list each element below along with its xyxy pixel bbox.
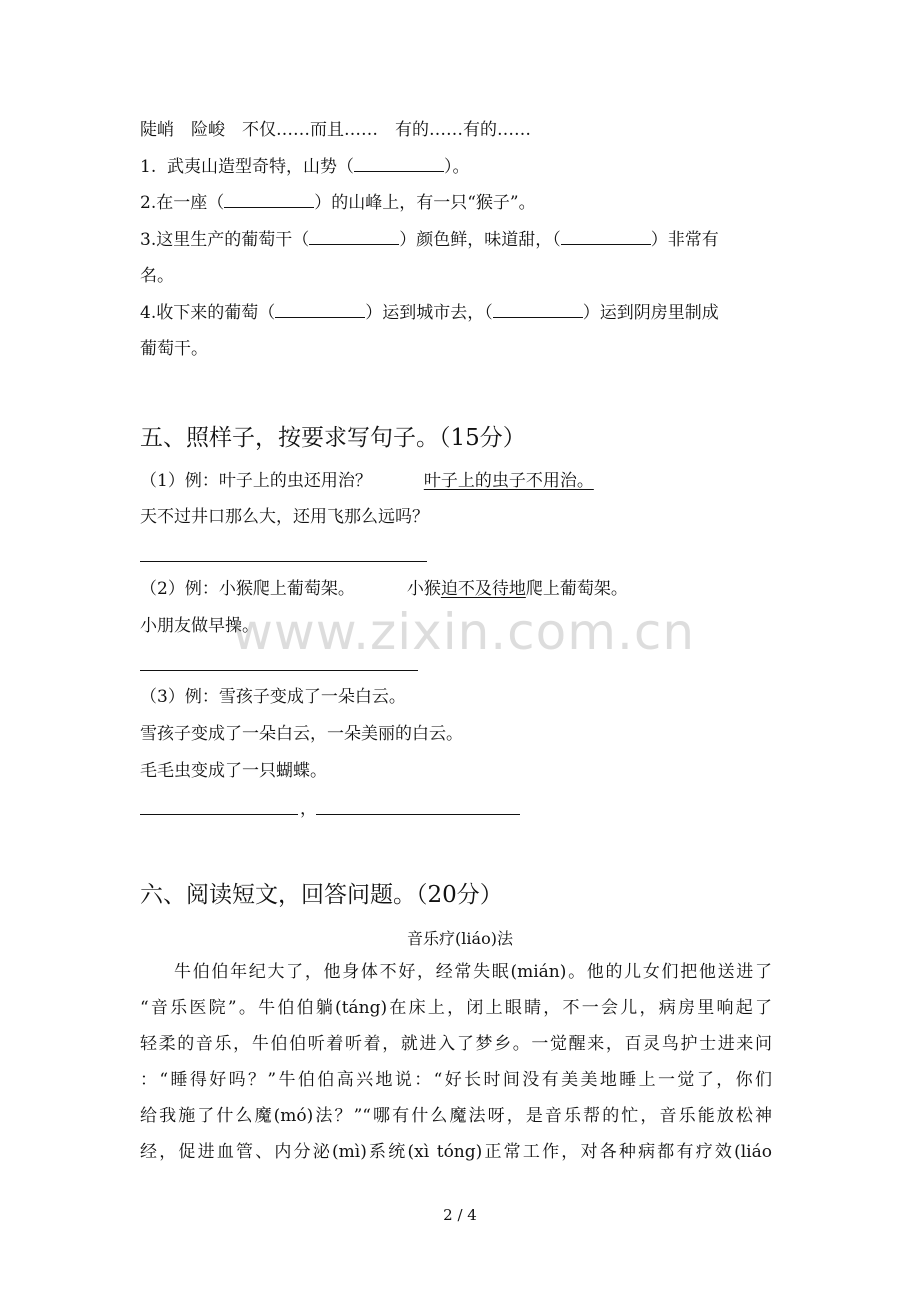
passage-line: “音乐医院”。牛伯伯躺(táng)在床上，闭上眼睛，不一会儿，病房里响起了 (140, 998, 772, 1018)
q3-blank-2[interactable] (561, 230, 651, 245)
example-1-answer: 叶子上的虫子不用治。 (423, 471, 594, 491)
passage-line: 牛伯伯年纪大了，他身体不好，经常失眠(mián)。他的儿女们把他送进了 (174, 962, 772, 982)
section-6-heading: 六、阅读短文，回答问题。（20分） (140, 882, 503, 908)
passage-line: 轻柔的音乐，牛伯伯听着听着，就进入了梦乡。一觉醒来，百灵鸟护士进来问 (140, 1034, 772, 1054)
example-2-pre: 小猴 (406, 579, 441, 599)
watermark: www.zixin.com.cn (232, 603, 696, 661)
answer-line-1[interactable] (140, 561, 427, 562)
q1-text-b: ）。 (444, 157, 470, 177)
q4-blank-1[interactable] (275, 303, 365, 318)
q3-blank-1[interactable] (309, 230, 399, 245)
q3-text-a: 3.这里生产的葡萄干（ (140, 230, 310, 250)
q4-text-b: ）运到城市去，（ (365, 303, 493, 323)
fill-question-4 (140, 301, 719, 325)
answer-line-2[interactable] (140, 670, 418, 671)
passage-line: 经，促进血管、内分泌(mì)系统(xì tóng)正常工作，对各种病都有疗效(liáo (140, 1142, 772, 1162)
task-1: 天不过井口那么大，还用飞那么远吗？ (140, 507, 429, 527)
q4-text-c: ）运到阴房里制成 (582, 303, 719, 323)
answer-line-3a[interactable] (140, 814, 298, 815)
fill-question-2 (140, 191, 536, 215)
example-1 (140, 469, 594, 493)
q3-continuation: 名。 (140, 266, 174, 286)
task-2: 小朋友做早操。 (140, 616, 259, 636)
page-number: 2 / 4 (443, 1206, 477, 1224)
passage-line: ：“睡得好吗？”牛伯伯高兴地说：“好长时间没有美美地睡上一觉了，你们 (140, 1070, 772, 1090)
example-1-label: （1）例：叶子上的虫还用治？ (140, 471, 372, 491)
q1-blank[interactable] (354, 157, 444, 172)
example-2 (140, 577, 628, 601)
q1-number: 1. (140, 157, 157, 177)
example-3-sentence: 雪孩子变成了一朵白云，一朵美丽的白云。 (140, 724, 463, 744)
passage-title: 音乐疗(liáo)法 (407, 929, 513, 948)
fill-question-1 (140, 155, 470, 179)
task-3: 毛毛虫变成了一只蝴蝶。 (140, 761, 327, 781)
q4-blank-2[interactable] (493, 303, 583, 318)
passage (140, 954, 772, 1170)
q4-text-a: 4.收下来的葡萄（ (140, 303, 276, 323)
q3-text-b: ）颜色鲜，味道甜，（ (399, 230, 561, 250)
answer-comma: ， (300, 799, 317, 819)
passage-line: 给我施了什么魔(mó)法？”“哪有什么魔法呀，是音乐帮的忙，音乐能放松神 (140, 1106, 772, 1126)
example-2-underlined: 迫不及待地 (440, 579, 526, 599)
q3-text-c: ）非常有 (650, 230, 719, 250)
word-bank: 陡峭 险峻 不仅……而且…… 有的……有的…… (140, 120, 531, 140)
q2-text-b: ）的山峰上，有一只“猴子”。 (314, 193, 536, 213)
q4-continuation: 葡萄干。 (140, 339, 208, 359)
section-5-heading: 五、照样子，按要求写句子。（15分） (140, 425, 526, 451)
example-2-label: （2）例：小猴爬上葡萄架。 (140, 579, 355, 599)
fill-question-3 (140, 228, 719, 252)
example-3-label: （3）例：雪孩子变成了一朵白云。 (140, 687, 406, 707)
q2-text-a: 2.在一座（ (140, 193, 225, 213)
answer-line-3b[interactable] (316, 814, 520, 815)
q1-text-a: 武夷山造型奇特，山势（ (167, 157, 355, 177)
q2-blank[interactable] (224, 193, 314, 208)
example-2-post: 爬上葡萄架。 (525, 579, 628, 599)
